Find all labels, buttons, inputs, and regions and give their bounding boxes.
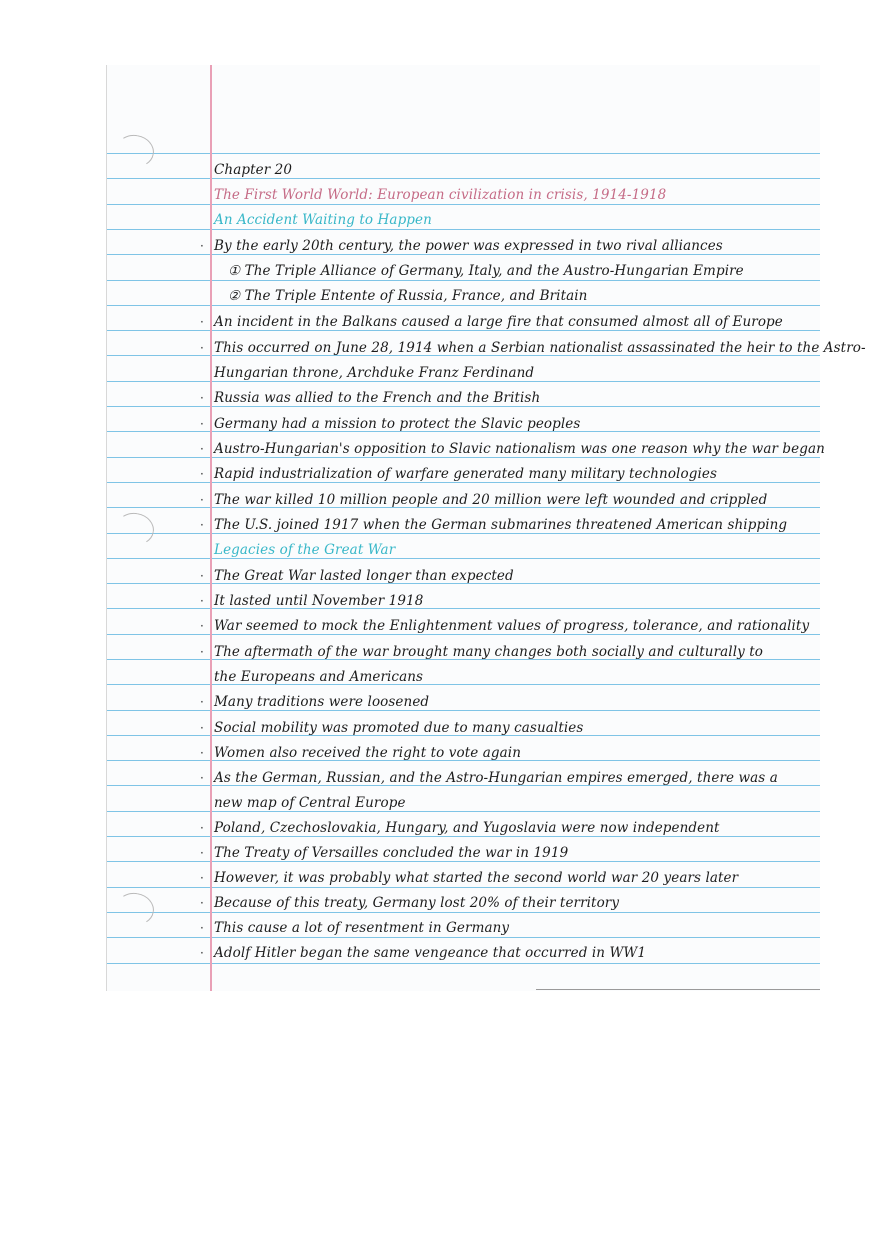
note-line: The Treaty of Versailles concluded the war in 1919 [214,845,569,861]
note-line: The U.S. joined 1917 when the German submarines threatened American shipping [214,517,788,533]
bullet-dot: · [200,846,204,860]
ruled-line [106,204,820,205]
ruled-line [106,963,820,964]
bullet-dot: · [200,569,204,583]
note-line: Rapid industrialization of warfare generated many military technologies [214,466,717,482]
bullet-dot: · [200,239,204,253]
chapter-label: Chapter 20 [214,162,293,178]
bullet-dot: · [200,341,204,355]
note-line: Adolf Hitler began the same vengeance that occurred in WW1 [214,945,647,961]
bullet-dot: · [200,594,204,608]
note-line: Because of this treaty, Germany lost 20% of their territory [214,895,620,911]
ruled-line [106,937,820,938]
note-line: However, it was probably what started the second world war 20 years later [214,870,739,886]
note-line: Social mobility was promoted due to many casualties [214,720,584,736]
note-line: Poland, Czechoslovakia, Hungary, and Yugoslavia were now independent [214,820,720,836]
ruled-line [106,887,820,888]
bullet-dot: · [200,721,204,735]
ruled-line [106,280,820,281]
note-line: Russia was allied to the French and the British [214,390,541,406]
binder-hole [114,510,157,548]
note-line: Hungarian throne, Archduke Franz Ferdinand [214,365,535,381]
note-line: By the early 20th century, the power was expressed in two rival alliances [214,238,723,254]
section-heading: An Accident Waiting to Happen [214,212,432,228]
note-line: This cause a lot of resentment in Germany [214,920,510,936]
note-line: Germany had a mission to protect the Slavic peoples [214,416,581,432]
page-bottom-edge [536,989,820,990]
bullet-dot: · [200,771,204,785]
bullet-dot: · [200,391,204,405]
note-line: It lasted until November 1918 [214,593,424,609]
bullet-dot: · [200,871,204,885]
bullet-dot: · [200,493,204,507]
page-left-edge [106,65,107,991]
ruled-line [106,912,820,913]
binder-hole [114,890,157,928]
bullet-dot: · [200,946,204,960]
bullet-dot: · [200,442,204,456]
note-line: Austro-Hungarian's opposition to Slavic nationalism was one reason why the war began [214,441,825,457]
note-line: new map of Central Europe [214,795,406,811]
binder-hole [114,132,157,170]
bullet-dot: · [200,645,204,659]
bullet-dot: · [200,746,204,760]
note-line: An incident in the Balkans caused a large fire that consumed almost all of Europe [214,314,783,330]
note-line: Women also received the right to vote again [214,745,522,761]
bullet-dot: · [200,518,204,532]
bullet-dot: · [200,417,204,431]
ruled-line [106,305,820,306]
bullet-dot: · [200,619,204,633]
note-line: ① The Triple Alliance of Germany, Italy, and the Austro-Hungarian Empire [228,263,744,279]
section-heading: Legacies of the Great War [214,542,396,558]
note-line: This occurred on June 28, 1914 when a Serbian nationalist assassinated the heir to the Astro- [214,340,866,356]
note-line: As the German, Russian, and the Astro-Hungarian empires emerged, there was a [214,770,778,786]
bullet-dot: · [200,315,204,329]
bullet-dot: · [200,467,204,481]
note-line: The Great War lasted longer than expected [214,568,514,584]
notebook-page [106,65,866,991]
note-line: The aftermath of the war brought many changes both socially and culturally to [214,644,763,660]
ruled-line [106,229,820,230]
note-line: War seemed to mock the Enlightenment values of progress, tolerance, and rationality [214,618,810,634]
bullet-dot: · [200,695,204,709]
ruled-line [106,153,820,154]
bullet-dot: · [200,821,204,835]
note-line: Many traditions were loosened [214,694,430,710]
note-line: The war killed 10 million people and 20 million were left wounded and crippled [214,492,768,508]
chapter-title: The First World World: European civilization in crisis, 1914-1918 [214,187,667,203]
note-line: ② The Triple Entente of Russia, France, and Britain [228,288,588,304]
margin-line [210,65,212,991]
bullet-dot: · [200,896,204,910]
note-line: the Europeans and Americans [214,669,424,685]
bullet-dot: · [200,921,204,935]
